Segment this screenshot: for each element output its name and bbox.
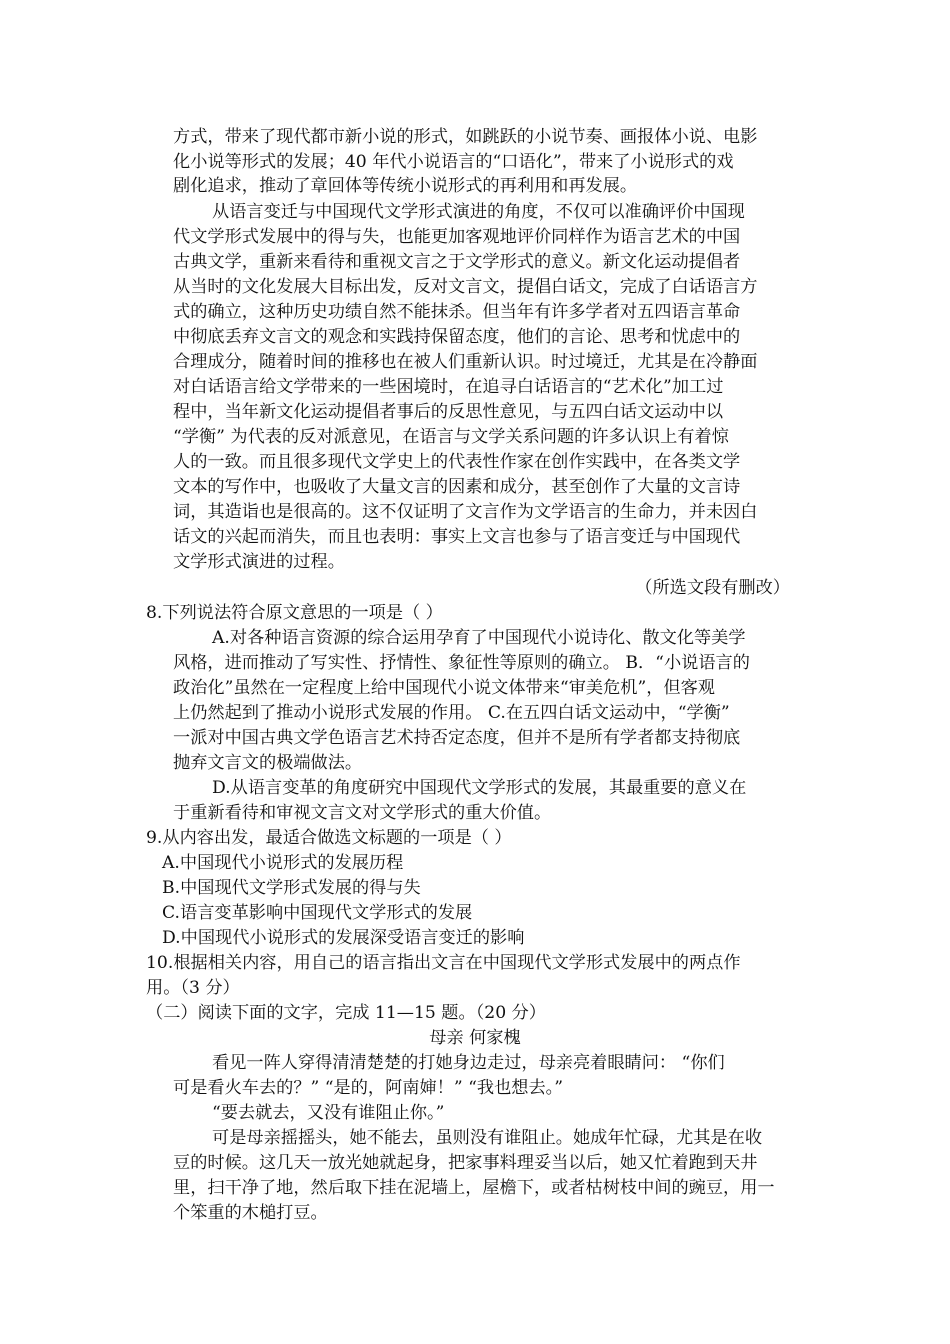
passage-line: 对白话语言给文学带来的一些困境时，在追寻白话语言的“艺术化”加工过 xyxy=(173,377,724,397)
section-2-heading: （二）阅读下面的文字，完成 11—15 题。（20 分） xyxy=(146,1003,546,1023)
question-8-line: D.从语言变革的角度研究中国现代文学形式的发展，其最重要的意义在 xyxy=(212,778,747,798)
question-8-line: 于重新看待和审视文言文对文学形式的重大价值。 xyxy=(173,803,552,823)
passage-line: 词，其造诣也是很高的。这不仅证明了文言作为文学语言的生命力，并未因白 xyxy=(173,502,758,522)
story-line: 里，扫干净了地，然后取下挂在泥墙上，屋檐下，或者枯树枝中间的豌豆，用一 xyxy=(173,1178,775,1198)
question-9-option-b: B.中国现代文学形式发展的得与失 xyxy=(162,878,421,898)
passage-line: 人的一致。而且很多现代文学史上的代表性作家在创作实践中，在各类文学 xyxy=(173,452,741,472)
passage-line: 合理成分，随着时间的推移也在被人们重新认识。时过境迁，尤其是在冷静面 xyxy=(173,352,758,372)
story-line: 看见一阵人穿得清清楚楚的打她身边走过，母亲亮着眼睛问： “你们 xyxy=(212,1053,725,1073)
question-10-line: 10.根据相关内容，用自己的语言指出文言在中国现代文学形式发展中的两点作 xyxy=(146,953,741,973)
question-8-stem: 8.下列说法符合原文意思的一项是（ ） xyxy=(146,603,443,623)
question-10-line: 用。（3 分） xyxy=(146,978,240,998)
passage-line: 代文学形式发展中的得与失，也能更加客观地评价同样作为语言艺术的中国 xyxy=(173,227,741,247)
story-title: 母亲 何家槐 xyxy=(429,1028,521,1048)
passage-line: 从语言变迁与中国现代文学形式演进的角度，不仅可以准确评价中国现 xyxy=(212,202,745,222)
passage-line: 程中，当年新文化运动提倡者事后的反思性意见，与五四白话文运动中以 xyxy=(173,402,724,422)
passage-line: 从当时的文化发展大目标出发，反对文言文，提倡白话文，完成了白话语言方 xyxy=(173,277,758,297)
question-9-option-d: D.中国现代小说形式的发展深受语言变迁的影响 xyxy=(162,928,525,948)
question-8-line: A.对各种语言资源的综合运用孕育了中国现代小说诗化、散文化等美学 xyxy=(212,628,746,648)
story-line: “要去就去，又没有谁阻止你。” xyxy=(212,1103,445,1123)
story-line: 可是母亲摇摇头，她不能去，虽则没有谁阻止。她成年忙碌，尤其是在收 xyxy=(212,1128,763,1148)
question-8-line: 抛弃文言文的极端做法。 xyxy=(173,753,363,773)
passage-line: 古典文学，重新来看待和重视文言之于文学形式的意义。新文化运动提倡者 xyxy=(173,252,741,272)
story-line: 个笨重的木槌打豆。 xyxy=(173,1203,328,1223)
question-9-option-c: C.语言变革影响中国现代文学形式的发展 xyxy=(162,903,473,923)
question-8-line: 上仍然起到了推动小说形式发展的作用。 C.在五四白话文运动中，“学衡” xyxy=(173,703,730,723)
question-8-line: 风格，进而推动了写实性、抒情性、象征性等原则的确立。 B．“小说语言的 xyxy=(173,653,750,673)
passage-line: 文本的写作中，也吸收了大量文言的因素和成分，甚至创作了大量的文言诗 xyxy=(173,477,741,497)
source-note: （所选文段有删改） xyxy=(635,578,790,598)
passage-line: “学衡” 为代表的反对派意见，在语言与文学关系问题的许多认识上有着惊 xyxy=(173,427,729,447)
question-9-option-a: A.中国现代小说形式的发展历程 xyxy=(162,853,404,873)
passage-line: 文学形式演进的过程。 xyxy=(173,552,345,572)
question-9-stem: 9.从内容出发，最适合做选文标题的一项是（ ） xyxy=(146,828,512,848)
story-line: 可是看火车去的？” “是的，阿南婶！” “我也想去。” xyxy=(173,1078,564,1098)
story-line: 豆的时候。这几天一放光她就起身，把家事料理妥当以后，她又忙着跑到天井 xyxy=(173,1153,758,1173)
passage-line: 式的确立，这种历史功绩自然不能抹杀。但当年有许多学者对五四语言革命 xyxy=(173,302,741,322)
passage-line: 中彻底丢弃文言文的观念和实践持保留态度，他们的言论、思考和忧虑中的 xyxy=(173,327,741,347)
question-8-line: 一派对中国古典文学色语言艺术持否定态度，但并不是所有学者都支持彻底 xyxy=(173,728,741,748)
question-8-line: 政治化”虽然在一定程度上给中国现代小说文体带来“审美危机”，但客观 xyxy=(173,678,715,698)
passage-line: 剧化追求，推动了章回体等传统小说形式的再利用和再发展。 xyxy=(173,176,638,196)
passage-line: 话文的兴起而消失，而且也表明：事实上文言也参与了语言变迁与中国现代 xyxy=(173,527,741,547)
passage-line: 方式，带来了现代都市新小说的形式，如跳跃的小说节奏、画报体小说、电影 xyxy=(173,127,758,147)
passage-line: 化小说等形式的发展；40 年代小说语言的“口语化”，带来了小说形式的戏 xyxy=(173,152,734,172)
